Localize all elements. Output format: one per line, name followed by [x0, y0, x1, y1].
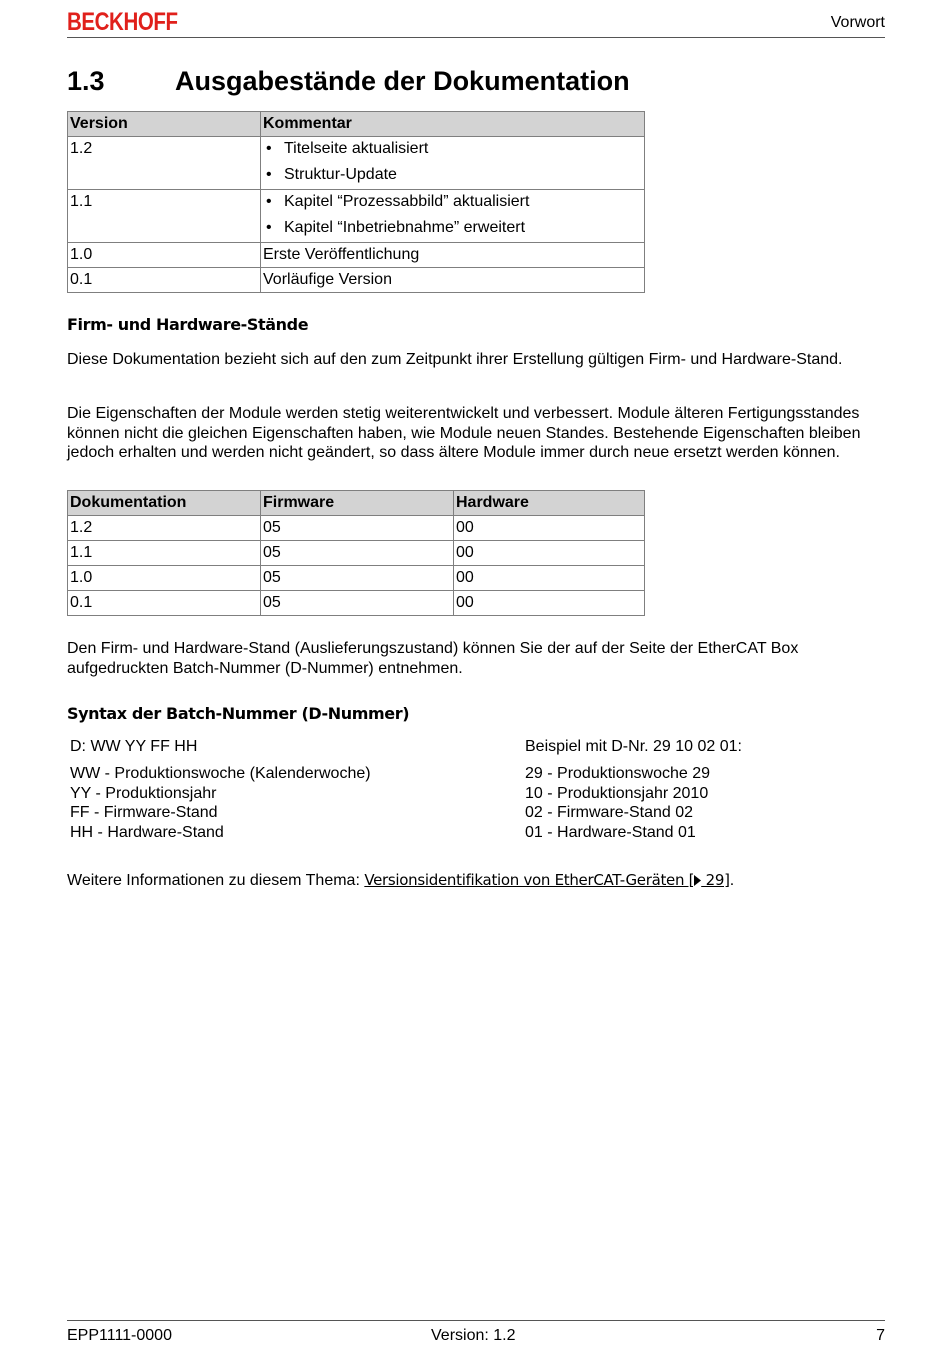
firmware-paragraph-3: Den Firm- und Hardware-Stand (Auslieferungszustand) können Sie der auf der Seite der EtherCAT Box aufgedruckten Batch-Nummer (D-Nummer) entnehmen. [67, 640, 799, 677]
comment-cell [261, 190, 645, 243]
syntax-legend-item: FF - Firmware-Stand [70, 804, 218, 822]
syntax-example-item: 01 - Hardware-Stand 01 [525, 823, 696, 841]
table-row [68, 190, 645, 243]
more-info-prefix: Weitere Informationen zu diesem Thema: [67, 872, 365, 889]
syntax-example-item: 02 - Firmware-Stand 02 [525, 804, 694, 822]
syntax-example-item: 10 - Produktionsjahr 2010 [525, 784, 709, 802]
table-cell: 05 [261, 591, 454, 616]
footer-divider [67, 1320, 885, 1321]
comment-bullet: • Kapitel “Prozessabbild” aktualisiert [263, 190, 642, 216]
version-cell: 1.1 [68, 190, 261, 243]
syntax-format: D: WW YY FF HH [70, 738, 198, 755]
table-row [68, 566, 645, 591]
header-section-name: Vorwort [830, 14, 885, 31]
table-row [68, 591, 645, 616]
table-header-row [68, 491, 645, 516]
firmware-hardware-table [67, 490, 645, 616]
version-history-table [67, 111, 645, 293]
syntax-legend-item: WW - Produktionswoche (Kalenderwoche) [70, 765, 371, 782]
section-title-text: Ausgabestände der Dokumentation [175, 66, 630, 96]
column-header: Firmware [261, 491, 454, 516]
table-cell: 1.0 [68, 566, 261, 591]
version-cell: 0.1 [68, 268, 261, 293]
syntax-example-item: 29 - Produktionswoche 29 [525, 765, 710, 782]
comment-cell: Vorläufige Version [261, 268, 645, 293]
more-info-line [67, 871, 885, 891]
footer-product: EPP1111-0000 [67, 1327, 172, 1344]
more-info-suffix: . [729, 872, 735, 889]
table-cell: 00 [454, 541, 645, 566]
column-header: Version [68, 112, 261, 137]
table-cell: 00 [454, 516, 645, 541]
beckhoff-logo: BECKHOFF [67, 8, 178, 36]
comment-bullet: • Kapitel “Inbetriebnahme” erweitert [263, 216, 642, 242]
table-cell: 1.2 [68, 516, 261, 541]
section-number: 1.3 [67, 66, 105, 96]
syntax-legend-item: YY - Produktionsjahr [70, 784, 217, 802]
firmware-paragraph-1: Diese Dokumentation bezieht sich auf den zum Zeitpunkt ihrer Erstellung gültigen Firm- und Hardware-Stand. [67, 351, 843, 368]
table-header-row [68, 112, 645, 137]
table-cell: 00 [454, 591, 645, 616]
table-row [68, 516, 645, 541]
table-cell: 00 [454, 566, 645, 591]
version-cell: 1.2 [68, 137, 261, 190]
column-header: Kommentar [261, 112, 645, 137]
table-cell: 1.1 [68, 541, 261, 566]
header-divider [67, 37, 885, 38]
version-id-link[interactable]: Versionsidentifikation von EtherCAT-Geräten [ 29] [364, 871, 730, 889]
table-cell: 05 [261, 516, 454, 541]
footer-version: Version: 1.2 [431, 1327, 516, 1344]
column-header: Dokumentation [68, 491, 261, 516]
firmware-paragraph-2: Die Eigenschaften der Module werden stetig weiterentwickelt und verbessert. Module älteren Fertigungsstandes können nicht die gleichen Eigenschaften haben, wie Module neuen Standes. Bestehende Eigenschaften bleiben jedoch erhalten und werden nicht geändert, so dass ältere Module immer durch neue ersetzt werden können. [67, 405, 861, 462]
column-header: Hardware [454, 491, 645, 516]
table-cell: 05 [261, 566, 454, 591]
comment-cell [261, 137, 645, 190]
syntax-example [525, 764, 710, 842]
table-row [68, 541, 645, 566]
footer-page-number: 7 [876, 1327, 885, 1344]
comment-cell: Erste Veröffentlichung [261, 243, 645, 268]
section-title [67, 66, 630, 97]
syntax-example-title: Beispiel mit D-Nr. 29 10 02 01: [525, 738, 742, 755]
comment-bullet: • Struktur-Update [263, 163, 642, 189]
table-row [68, 137, 645, 190]
table-cell: 0.1 [68, 591, 261, 616]
table-row [68, 243, 645, 268]
comment-bullet: • Titelseite aktualisiert [263, 137, 642, 163]
version-cell: 1.0 [68, 243, 261, 268]
syntax-legend-item: HH - Hardware-Stand [70, 823, 224, 841]
firmware-heading: Firm- und Hardware-Stände [67, 315, 309, 334]
table-row [68, 268, 645, 293]
syntax-heading: Syntax der Batch-Nummer (D-Nummer) [67, 704, 410, 723]
table-cell: 05 [261, 541, 454, 566]
syntax-legend [70, 764, 371, 842]
